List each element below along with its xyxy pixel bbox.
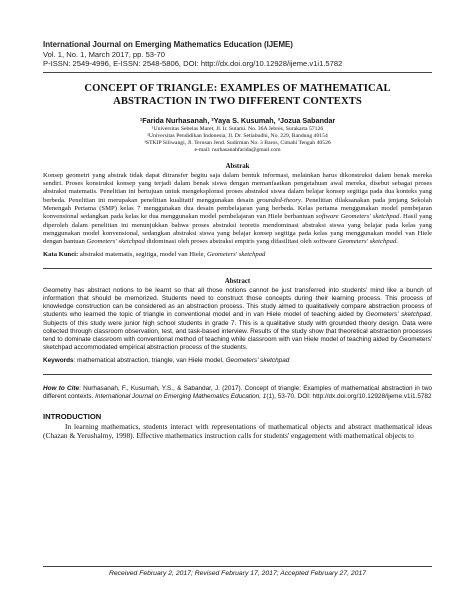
volume-line: Vol. 1, No. 1, March 2017, pp. 53-70 (43, 49, 165, 59)
abstrak-part: Konsep geometri yang abstrak tidak dapat ditransfer begitu saja dalam bentuk informasi, melainkan harus dikonstruksi dalam benak mereka sendiri. Proses konstruksi konsep yang terjadi dalam benak siswa dengan memanfaatkan pengetahuan awal mereka, disebut sebagai proses abstraksi matematis. Penelitian ini bertujuan untuk mengeksplorasi proses abstraksi siswa dalam belajar konsep segitiga pada dua konteks yang berbeda. Penelitian ini merupakan penelitian kualitatif menggunakan desain (43, 171, 432, 204)
cite-text: : Nurhasanah, F., Kusumah, Y.S., & Sabandar, J. (2017). Concept of triangle: Examples of mathematical abstraction in two different contexts. (43, 384, 432, 400)
journal-name: International Journal on Emerging Mathematics Education (IJEME) (43, 40, 293, 49)
kata-kunci-italic: Geometers' sketchpad (206, 251, 266, 259)
abstrak-italic: grounded-theory (256, 196, 301, 204)
header-rule (43, 72, 432, 73)
author-email: e-mail: nurhasanahfarida@gmail.com (194, 146, 281, 153)
introduction-text: In learning mathematics, students interact with representations of mathematical objects and abstract mathematical ideas (Chazan & Yerushalmy, 1998). Effective mathematics instruction calls for students' engagement with mathematical objects to (43, 422, 432, 441)
abstrak-part: . Hasil yang diperoleh dalam penelitian ini menunjukkan bahwa proses abstraksi teoretis mendominasi abstraksi siswa yang belajar pada kelas yang menggunakan model konvensional, sedangkan abstraksi siswa yang belajar konsep segitiga pada kelas yang menggunakan model van Hiele dengan bantuan (43, 213, 433, 246)
title-line-1: CONCEPT OF TRIANGLE: EXAMPLES OF MATHEMATICAL (84, 82, 391, 94)
received-dates: Received February 2, 2017; Revised February 17, 2017; Accepted February 27, 2017 (108, 570, 367, 577)
issn-line: P-ISSN: 2549-4996, E-ISSN: 2548-5806, DOI: http://dx.doi.org/10.12928/ijeme.v1i1.5782 (43, 59, 343, 69)
abstrak-part: . Penelitian dilaksanakan pada jenjang Sekolah Menengah Pertama (SMP) kelas 7 menggunakan dua desain pembelajaran yang berbeda. Kelas pertama menggunakan model pembejaran konvensional sedangkan pada kelas ke dua menggunakan model pembelajaran van Hiele berbantuan (43, 196, 432, 221)
abstrak-heading: Abstrak (225, 162, 250, 170)
kata-kunci (43, 251, 432, 259)
kata-kunci-text: abstraksi matematis, segitiga, model van Hiele, (78, 251, 207, 259)
keywords (43, 357, 432, 365)
footer-rule (43, 566, 432, 567)
introduction-heading: INTRODUCTION (43, 412, 102, 422)
abstract-text (43, 287, 432, 353)
abstrak-italic: Geometers' sketchpad (337, 238, 397, 246)
cite-italic: International Journal on Emerging Mathematics Education, 1 (95, 392, 267, 400)
abstrak-italic: Geometers' sketchpad (86, 238, 145, 246)
abstrak-text (43, 172, 432, 247)
authors: ¹Farida Nurhasanah, ²Yaya S. Kusumah, ³Jozua Sabandar (139, 115, 336, 125)
kata-kunci-label: Kata Kunci: (43, 251, 79, 259)
title-line-2: ABSTRACTION IN TWO DIFFERENT CONTEXTS (113, 95, 362, 107)
abstrak-part: . (396, 238, 398, 246)
cite-doi: (1), 53-70. DOI: http://dx.doi.org/10.12928/ijeme.v1i1.5782 (266, 392, 432, 400)
abstract-part: . Subjects of this study were junior high school students in grade 7. This is a qualitative study with grounded theory design. Data were collected through classroom observation, test, and task-based interview. Results of the study show that theoretical abstraction processes tend to dominate classroom with conventional method of teaching while classroom with van Hiele model of teaching aided by Geometers' sketchpad accommodated empirical abstraction process of the students. (43, 311, 432, 352)
paper-title (43, 82, 432, 108)
keywords-label: Keywords (43, 357, 74, 365)
how-to-cite (43, 385, 432, 401)
keywords-italic: Geometers' sketchpad (225, 357, 290, 365)
affiliation-2: ²Universitas Pendidikan Indonesia, Jl. Dr. Setiabudhi, No. 229, Bandung 40154 (147, 132, 328, 139)
keywords-text: : mathematical abstraction, triangle, van Hiele model, (73, 357, 226, 365)
abstract-italic: Geometers' sketchpad (365, 311, 431, 319)
abstrak-italic: software Geometers' sketchpad (315, 213, 400, 221)
affiliation-1: ¹Universitas Sebelas Maret, Jl. Ir. Sutami. No. 36A Jebres, Surakarta 57126 (151, 125, 324, 132)
journal-header (43, 40, 432, 69)
abstract-part: Geometry has abstract notions to be learnt so that all those notions cannot be just transferred into students' mind like a bunch of information that should be memorized. Students need to construct those concepts during their learning process. This process of knowledge construction can be considered as an abstraction process. This study aimed to qualitatively compare abstraction process of students who learned the topic of triangle in conventional model and in van Hiele model of teaching aided by (43, 286, 432, 319)
affiliations (43, 126, 432, 154)
abstrak-part: didominasi oleh proses abstraksi empiris yang difasilitasi oleh software (144, 238, 338, 246)
affiliation-3: ³STKIP Siliwangi, Jl. Terusan Jend. Sudirman No. 3 Baros, Cimahi Tengah 40526 (144, 139, 331, 146)
keywords-divider (43, 374, 432, 375)
cite-label: How to Cite (43, 384, 80, 392)
abstract-divider (43, 268, 432, 269)
abstract-heading: Abstract (224, 277, 251, 285)
